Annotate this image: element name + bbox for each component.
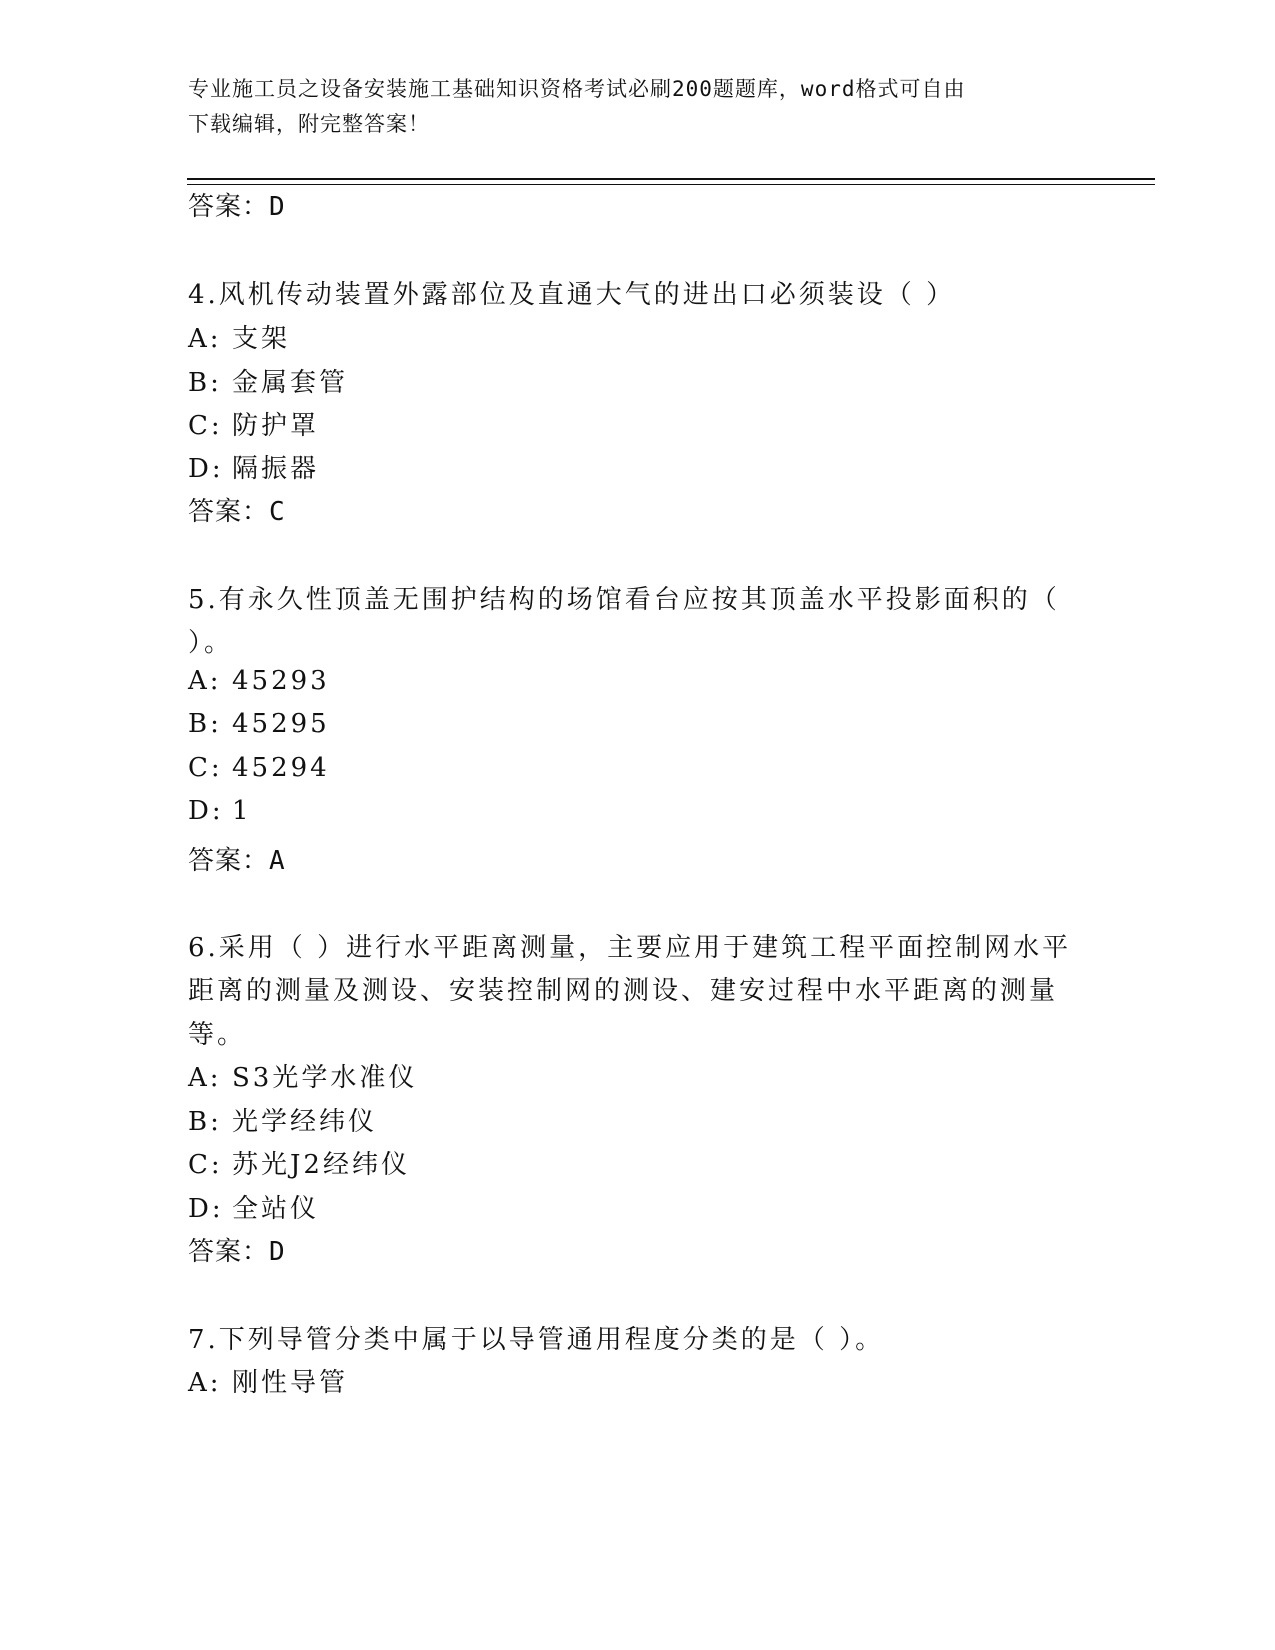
option-key: C:: [188, 411, 223, 441]
option-text: 苏光J2经纬仪: [232, 1150, 410, 1180]
q6-stem-line-1: 6.采用（ ）进行水平距离测量，主要应用于建筑工程平面控制网水平: [188, 933, 1072, 963]
option-key: A:: [188, 666, 222, 696]
q5-option-d: [188, 796, 252, 826]
q4-option-c: [188, 405, 319, 442]
option-text: 光学经纬仪: [232, 1107, 378, 1137]
option-text: S3光学水准仪: [232, 1063, 418, 1093]
option-text: 支架: [232, 324, 291, 354]
header-line-2: 下载编辑，附完整答案！: [188, 112, 430, 136]
q4-stem-line-1: 4.风机传动装置外露部位及直通大气的进出口必须装设（ ）: [188, 280, 956, 310]
header-rule-thin: [187, 184, 1155, 185]
q6-option-d: [188, 1188, 319, 1225]
q5-answer: 答案：A: [188, 846, 286, 876]
q4-option-d: [188, 448, 319, 485]
option-key: D:: [188, 1194, 224, 1224]
header-rule-thick: [187, 178, 1155, 180]
q7-option-a: [188, 1362, 348, 1399]
q4-option-b: [188, 362, 348, 399]
q6-answer: 答案：D: [188, 1237, 286, 1267]
q6-option-c: [188, 1144, 410, 1181]
option-text: 金属套管: [232, 368, 349, 398]
q5-stem-line-1: 5.有永久性顶盖无围护结构的场馆看台应按其顶盖水平投影面积的（: [188, 585, 1060, 615]
option-text: 45295: [232, 709, 330, 739]
document-header: [188, 72, 1088, 142]
option-text: 刚性导管: [232, 1368, 349, 1398]
q6-option-a: [188, 1057, 417, 1094]
option-key: B:: [188, 368, 222, 398]
q5-stem-line-2: ）。: [188, 628, 234, 658]
option-text: 全站仪: [232, 1194, 320, 1224]
q5-option-b: [188, 709, 330, 739]
q6-stem-line-2: 距离的测量及测设、安装控制网的测设、建安过程中水平距离的测量: [188, 976, 1059, 1006]
q7-stem-line-1: 7.下列导管分类中属于以导管通用程度分类的是（ ）。: [188, 1325, 885, 1355]
q5-option-a: [188, 666, 330, 696]
previous-answer: 答案：D: [188, 192, 286, 222]
q6-stem-line-3: 等。: [188, 1020, 247, 1050]
option-text: 1: [232, 796, 252, 826]
option-text: 防护罩: [232, 411, 320, 441]
q4-answer: 答案：C: [188, 497, 286, 527]
q4-option-a: [188, 318, 290, 355]
option-key: D:: [188, 796, 224, 826]
option-key: D:: [188, 454, 224, 484]
option-key: B:: [188, 1107, 222, 1137]
q5-option-c: [188, 753, 330, 783]
option-text: 45294: [232, 753, 330, 783]
option-text: 隔振器: [232, 454, 320, 484]
option-key: A:: [188, 1368, 222, 1398]
q6-option-b: [188, 1101, 377, 1138]
option-key: A:: [188, 1063, 222, 1093]
option-key: A:: [188, 324, 222, 354]
option-text: 45293: [232, 666, 330, 696]
option-key: C:: [188, 1150, 223, 1180]
option-key: C:: [188, 753, 223, 783]
header-line-1: 专业施工员之设备安装施工基础知识资格考试必刷200题题库，word格式可自由: [188, 77, 966, 101]
option-key: B:: [188, 709, 222, 739]
